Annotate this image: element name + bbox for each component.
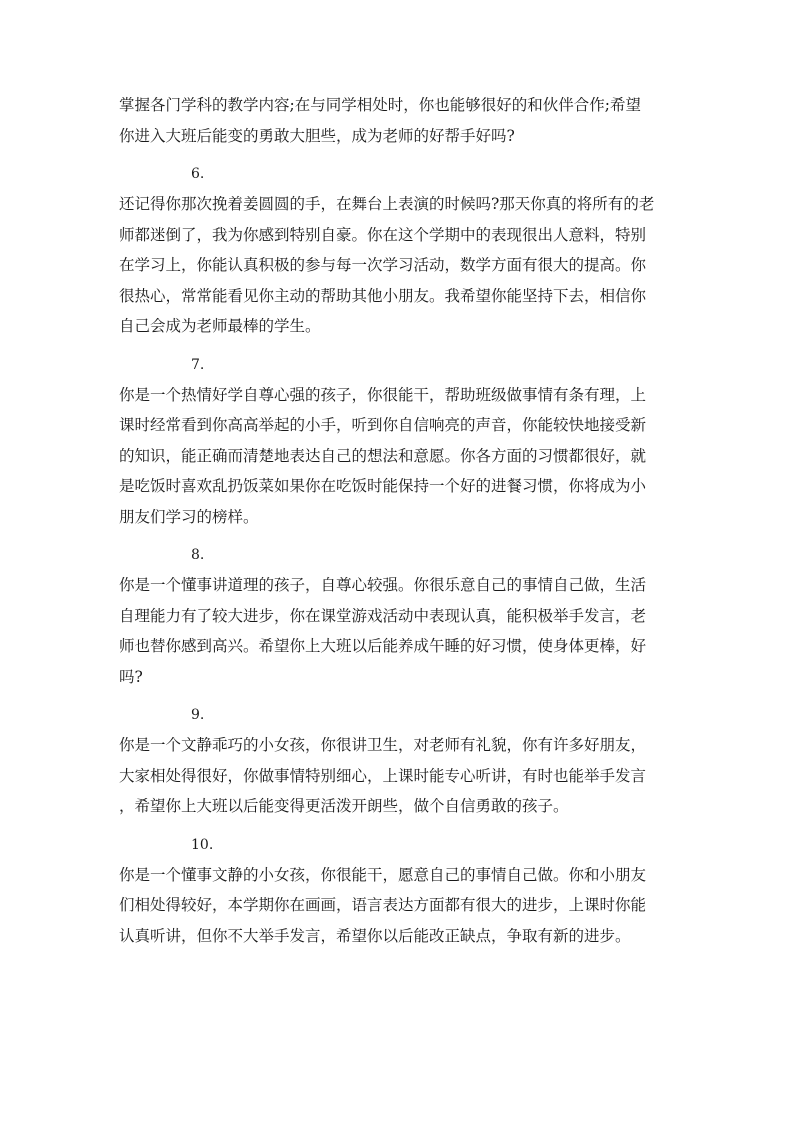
paragraph-comment-9: 你是一个文静乖巧的小女孩，你很讲卫生，对老师有礼貌，你有许多好朋友， 大家相处得很好，你做事情特别细心，上课时能专心听讲，有时也能举手发言 ，希望你上大班以后能变得更活泼开朗些，做个自信勇敢的孩子。	[119, 736, 647, 815]
paragraph-comment-7: 你是一个热情好学自尊心强的孩子，你很能干，帮助班级做事情有条有理，上 课时经常看到你高高举起的小手，听到你自信响亮的声音，你能较快地接受新 的知识，能正确而清楚地表达自己的想法和意愿。你各方面的习惯都很好，就 是吃饭时喜欢乱扔饭菜如果你在吃饭时能保持一个好的进餐习惯，你将成为小 朋友们学习的榜样。	[119, 385, 647, 526]
paragraph-comment-6: 还记得你那次挽着姜圆圆的手，在舞台上表演的时候吗?那天你真的将所有的老 师都迷倒了，我为你感到特别自豪。你在这个学期中的表现很出人意料，特别 在学习上，你能认真积极的参与每一次学习活动，数学方面有很大的提高。你 很热心，常常能看见你主动的帮助其他小朋友。我希望你能坚持下去，相信你 自己会成为老师最棒的学生。	[119, 195, 655, 335]
paragraph-intro: 掌握各门学科的教学内容;在与同学相处时，你也能够很好的和伙伴合作;希望 你进入大班后能变的勇敢大胆些，成为老师的好帮手好吗?	[119, 96, 641, 145]
document-body	[119, 90, 679, 951]
item-number-10: 10.	[191, 836, 214, 853]
paragraph-comment-8: 你是一个懂事讲道理的孩子，自尊心较强。你很乐意自己的事情自己做，生活 自理能力有了较大进步，你在课堂游戏活动中表现认真，能积极举手发言，老 师也替你感到高兴。希望你上大班以后能养成午睡的好习惯，使身体更棒，好 吗?	[119, 576, 647, 686]
item-number-7: 7.	[191, 356, 205, 373]
item-number-8: 8.	[191, 547, 205, 563]
item-number-6: 6.	[191, 166, 205, 182]
paragraph-comment-10: 你是一个懂事文静的小女孩，你很能干，愿意自己的事情自己做。你和小朋友 们相处得较好，本学期你在画画，语言表达方面都有很大的进步，上课时你能 认真听讲，但你不大举手发言，希望你以后能改正缺点，争取有新的进步。	[119, 865, 647, 945]
item-number-9: 9.	[191, 707, 205, 723]
